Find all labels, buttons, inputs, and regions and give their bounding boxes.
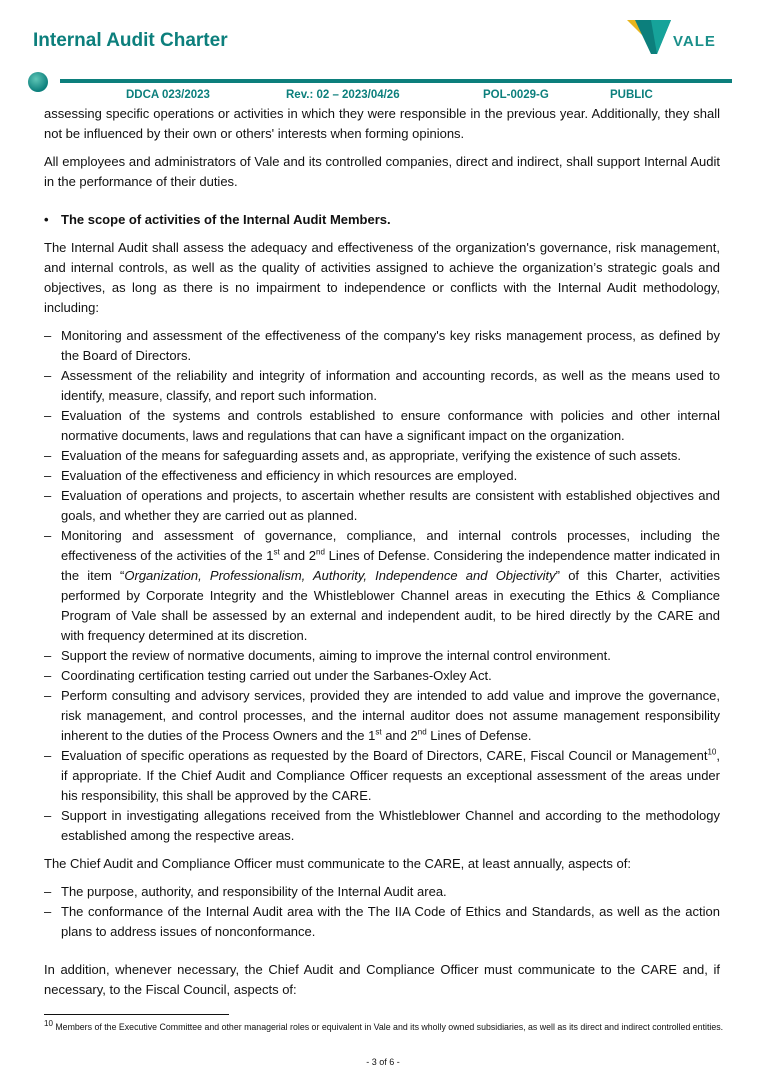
classification: PUBLIC <box>610 89 653 101</box>
scope-list <box>44 326 720 846</box>
document-body <box>44 104 720 1000</box>
list-item: – Support in investigating allegations received from the Whistleblower Channel and according to the methodology established among the respective areas. <box>44 806 720 846</box>
paragraph: All employees and administrators of Vale and its controlled companies, direct and indirect, shall support Internal Audit in the performance of their duties. <box>44 154 720 189</box>
header-rule <box>60 79 732 83</box>
globe-icon <box>28 72 48 92</box>
policy-code: POL-0029-G <box>483 89 549 101</box>
page-title: Internal Audit Charter <box>33 30 228 51</box>
list-item: – Evaluation of the means for safeguarding assets and, as appropriate, verifying the existence of such assets. <box>44 446 720 466</box>
list-item: – The purpose, authority, and responsibility of the Internal Audit area. <box>44 882 720 902</box>
paragraph: The Internal Audit shall assess the adequacy and effectiveness of the organization's governance, risk management, and internal controls, as well as the quality of activities assigned to achieve the organization’s strategic goals and objectives, as long as there is no impairment to independence or conflicts with the Internal Audit methodology, including: <box>44 240 720 315</box>
list-item: – Monitoring and assessment of the effectiveness of the company's key risks management process, as defined by the Board of Directors. <box>44 326 720 366</box>
paragraph: The Chief Audit and Compliance Officer must communicate to the CARE, at least annually, aspects of: <box>44 856 631 871</box>
scope-heading: • The scope of activities of the Internal Audit Members. <box>44 210 720 230</box>
list-item: – Perform consulting and advisory services, provided they are intended to add value and improve the governance, risk management, and control processes, and the internal auditor does not assume management responsibility inherent to the duties of the Process Owners and the 1st and 2nd Lines of Defense. <box>44 686 720 746</box>
revision: Rev.: 02 – 2023/04/26 <box>286 89 400 101</box>
page-number: - 3 of 6 - <box>366 1057 400 1067</box>
paragraph: In addition, whenever necessary, the Chief Audit and Compliance Officer must communicate to the CARE and, if necessary, to the Fiscal Council, aspects of: <box>44 962 720 997</box>
list-item: – Coordinating certification testing carried out under the Sarbanes-Oxley Act. <box>44 666 720 686</box>
list-item: – Monitoring and assessment of governance, compliance, and internal controls processes, including the effectiveness of the activities of the 1st and 2nd Lines of Defense. Considering the independence matter indicated in the item “Organization, Professionalism, Authority, Independence and Objectivity” of this Charter, activities performed by Corporate Integrity and the Whistleblower Channel areas in executing the Ethics & Compliance Program of Vale shall be assessed by an external and independent audit, to be hired directly by the CARE and with frequency determined at its discretion. <box>44 526 720 646</box>
list-item: – The conformance of the Internal Audit area with the The IIA Code of Ethics and Standards, as well as the action plans to address issues of nonconformance. <box>44 902 720 942</box>
list-item: – Evaluation of the systems and controls established to ensure conformance with policies and other internal normative documents, laws and regulations that can have a significant impact on the organization. <box>44 406 720 446</box>
list-item: – Support the review of normative documents, aiming to improve the internal control environment. <box>44 646 720 666</box>
annual-list <box>44 882 720 942</box>
footnote-reference: 10 <box>707 747 717 757</box>
list-item: – Evaluation of the effectiveness and efficiency in which resources are employed. <box>44 466 720 486</box>
list-item: – Evaluation of operations and projects, to ascertain whether results are consistent with established objectives and goals, and whether they are carried out as planned. <box>44 486 720 526</box>
doc-code: DDCA 023/2023 <box>126 89 210 101</box>
logo-wordmark: VALE <box>673 33 716 50</box>
footnote: $^{10}$ Members of the Executive Committee and other managerial roles or equivalent in Vale and its wholly owned subsidiaries, as well as its direct and indirect controlled entities. <box>44 1019 724 1032</box>
scope-heading-text: The scope of activities of the Internal Audit Members. <box>61 212 391 227</box>
paragraph: assessing specific operations or activities in which they were responsible in the previous year. Additionally, they shall not be influenced by their own or others' interests when forming opinions. <box>44 106 720 141</box>
list-item: – Evaluation of specific operations as requested by the Board of Directors, CARE, Fiscal Council or Management$^{10}$, if appropriate. If the Chief Audit and Compliance Officer requests an exceptional assessment of the areas under his responsibility, this shall be approved by the CARE. <box>44 746 720 806</box>
list-item: – Assessment of the reliability and integrity of information and accounting records, as well as the means used to identify, measure, classify, and report such information. <box>44 366 720 406</box>
footnote-rule <box>44 1014 229 1015</box>
